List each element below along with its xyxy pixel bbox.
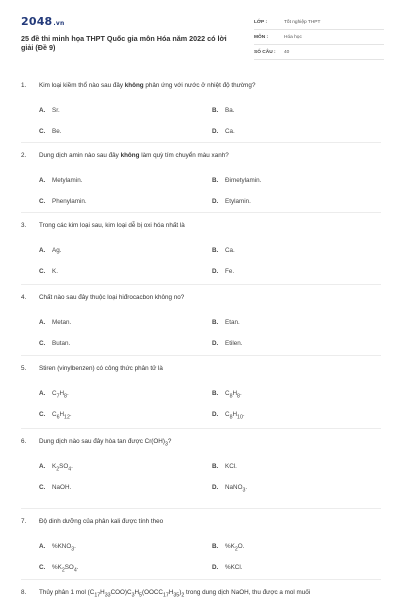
- meta-value: Tốt nghiệp THPT: [284, 19, 321, 25]
- answer-option[interactable]: [212, 319, 240, 326]
- answer-option[interactable]: [39, 390, 69, 399]
- question-divider: [21, 212, 381, 213]
- meta-row-class: [254, 15, 384, 30]
- option-text: Phenylamin.: [52, 198, 87, 205]
- question-divider: [21, 284, 381, 285]
- option-letter: C.: [39, 128, 46, 135]
- page-title: 25 đề thi minh họa THPT Quốc gia môn Hóa năm 2022 có lời giải (Đề 9): [21, 34, 227, 53]
- meta-row-subject: [254, 30, 384, 45]
- answer-option[interactable]: [39, 484, 71, 491]
- option-text: Đimetylamin.: [225, 177, 262, 184]
- option-text: %KCl.: [225, 564, 243, 571]
- option-text: Ba.: [225, 107, 235, 114]
- answer-option[interactable]: [39, 198, 87, 205]
- option-letter: C.: [39, 564, 46, 571]
- option-text: $\%KNO_3$.: [52, 543, 76, 553]
- option-letter: D.: [212, 564, 219, 571]
- answer-option[interactable]: [39, 543, 76, 552]
- answer-option[interactable]: [212, 543, 244, 552]
- option-text: $C_6H_{12}$.: [52, 411, 72, 421]
- answer-option[interactable]: [212, 128, 235, 135]
- question-divider: [21, 508, 381, 509]
- answer-option[interactable]: [212, 411, 245, 420]
- option-letter: C.: [39, 268, 46, 275]
- exam-meta: [254, 15, 384, 60]
- option-letter: A.: [39, 177, 46, 184]
- option-text: $C_7H_8$.: [52, 390, 69, 400]
- answer-option[interactable]: [212, 107, 234, 114]
- option-letter: A.: [39, 543, 46, 550]
- answer-option[interactable]: [39, 128, 61, 135]
- option-letter: A.: [39, 319, 46, 326]
- question-text: Trong các kim loại sau, kim loại dễ bị oxi hóa nhất là: [39, 222, 185, 229]
- option-text: Ag.: [52, 247, 62, 254]
- option-letter: D.: [212, 268, 219, 275]
- option-letter: B.: [212, 177, 219, 184]
- answer-option[interactable]: [39, 564, 79, 573]
- answer-option[interactable]: [212, 340, 243, 347]
- option-letter: B.: [212, 319, 219, 326]
- option-letter: B.: [212, 463, 219, 470]
- option-letter: A.: [39, 463, 46, 470]
- option-text: Etylamin.: [225, 198, 251, 205]
- option-letter: C.: [39, 198, 46, 205]
- answer-option[interactable]: [39, 340, 70, 347]
- option-text: KCl.: [225, 463, 237, 470]
- option-letter: D.: [212, 198, 219, 205]
- answer-option[interactable]: [39, 411, 72, 420]
- option-text: Be.: [52, 128, 62, 135]
- question-divider: [21, 355, 381, 356]
- option-text: K.: [52, 268, 58, 275]
- answer-option[interactable]: [39, 463, 73, 472]
- meta-label: MÔN :: [254, 34, 269, 40]
- site-logo[interactable]: [21, 15, 64, 28]
- option-text: Metan.: [52, 319, 72, 326]
- question-number: 4.: [21, 294, 27, 301]
- option-text: $K_2SO_4$.: [52, 463, 73, 473]
- option-text: Ca.: [225, 128, 235, 135]
- option-letter: D.: [212, 484, 219, 491]
- option-letter: C.: [39, 411, 46, 418]
- question-text: Độ dinh dưỡng của phân kali được tính theo: [39, 518, 164, 525]
- answer-option[interactable]: [39, 107, 60, 114]
- option-text: $C_8H_8$.: [225, 390, 242, 400]
- answer-option[interactable]: [39, 319, 71, 326]
- answer-option[interactable]: [212, 564, 243, 571]
- answer-option[interactable]: [212, 177, 261, 184]
- option-text: NaNO$_3$.: [225, 484, 248, 494]
- option-letter: B.: [212, 390, 219, 397]
- option-letter: A.: [39, 107, 46, 114]
- answer-option[interactable]: [212, 198, 251, 205]
- question-text: Thủy phân 1 mol $(C_{17}H_{33}COO)C_3H_5(OOCC_{17}H_{35})_2$ trong dung dịch NaOH, thu được a mol muối: [39, 589, 311, 599]
- question-number: 2.: [21, 152, 27, 159]
- option-text: $\%K_2O$.: [225, 543, 245, 553]
- answer-option[interactable]: [212, 247, 235, 254]
- option-text: $\%K_2SO_4$.: [52, 564, 79, 574]
- option-letter: A.: [39, 247, 46, 254]
- question-number: 8.: [21, 589, 27, 596]
- option-text: Etilen.: [225, 340, 243, 347]
- option-text: Butan.: [52, 340, 71, 347]
- answer-option[interactable]: [212, 268, 234, 275]
- answer-option[interactable]: [39, 177, 82, 184]
- option-text: Fe.: [225, 268, 235, 275]
- option-text: Etan.: [225, 319, 240, 326]
- option-text: Metylamin.: [52, 177, 83, 184]
- question-number: 1.: [21, 82, 27, 89]
- meta-label: LỚP :: [254, 19, 268, 25]
- question-stem: [21, 438, 171, 447]
- question-stem: [21, 589, 310, 598]
- question-divider: [21, 579, 381, 580]
- answer-option[interactable]: [212, 390, 242, 399]
- meta-value: Hóa học: [284, 34, 302, 40]
- option-letter: D.: [212, 128, 219, 135]
- meta-value: 40: [284, 49, 290, 55]
- answer-option[interactable]: [212, 484, 247, 493]
- question-stem: [21, 518, 163, 525]
- question-stem: [21, 82, 255, 89]
- question-stem: [21, 152, 229, 159]
- question-number: 5.: [21, 365, 27, 372]
- option-letter: C.: [39, 340, 46, 347]
- meta-row-count: [254, 45, 384, 60]
- question-stem: [21, 365, 163, 372]
- option-letter: D.: [212, 411, 219, 418]
- answer-option[interactable]: [212, 463, 237, 470]
- question-text: Kim loại kiềm thổ nào sau đây không phản ứng với nước ở nhiệt độ thường?: [39, 82, 256, 89]
- option-letter: B.: [212, 107, 219, 114]
- option-text: NaOH.: [52, 484, 72, 491]
- question-number: 3.: [21, 222, 27, 229]
- question-stem: [21, 294, 184, 301]
- question-stem: [21, 222, 185, 229]
- answer-option[interactable]: [39, 247, 61, 254]
- question-divider: [21, 142, 381, 143]
- question-number: 6.: [21, 438, 27, 445]
- option-text: Ca.: [225, 247, 235, 254]
- option-letter: B.: [212, 247, 219, 254]
- question-text: Dung dịch amin nào sau đây không làm quỳ tím chuyển màu xanh?: [39, 152, 229, 159]
- question-divider: [21, 428, 381, 429]
- question-number: 7.: [21, 518, 27, 525]
- question-text: Dung dịch nào sau đây hòa tan được $Cr(OH)_3$?: [39, 438, 172, 448]
- question-text: Stiren (vinylbenzen) có công thức phân tử là: [39, 365, 163, 372]
- option-letter: D.: [212, 340, 219, 347]
- option-letter: A.: [39, 390, 46, 397]
- question-text: Chất nào sau đây thuộc loại hiđrocacbon không no?: [39, 294, 185, 301]
- option-letter: B.: [212, 543, 219, 550]
- option-letter: C.: [39, 484, 46, 491]
- meta-label: SỐ CÂU :: [254, 49, 276, 55]
- logo-text: 2048: [21, 15, 53, 28]
- option-text: Sr.: [52, 107, 60, 114]
- option-text: $C_8H_{10}$.: [225, 411, 245, 421]
- answer-option[interactable]: [39, 268, 58, 275]
- logo-tld: .vn: [53, 20, 65, 27]
